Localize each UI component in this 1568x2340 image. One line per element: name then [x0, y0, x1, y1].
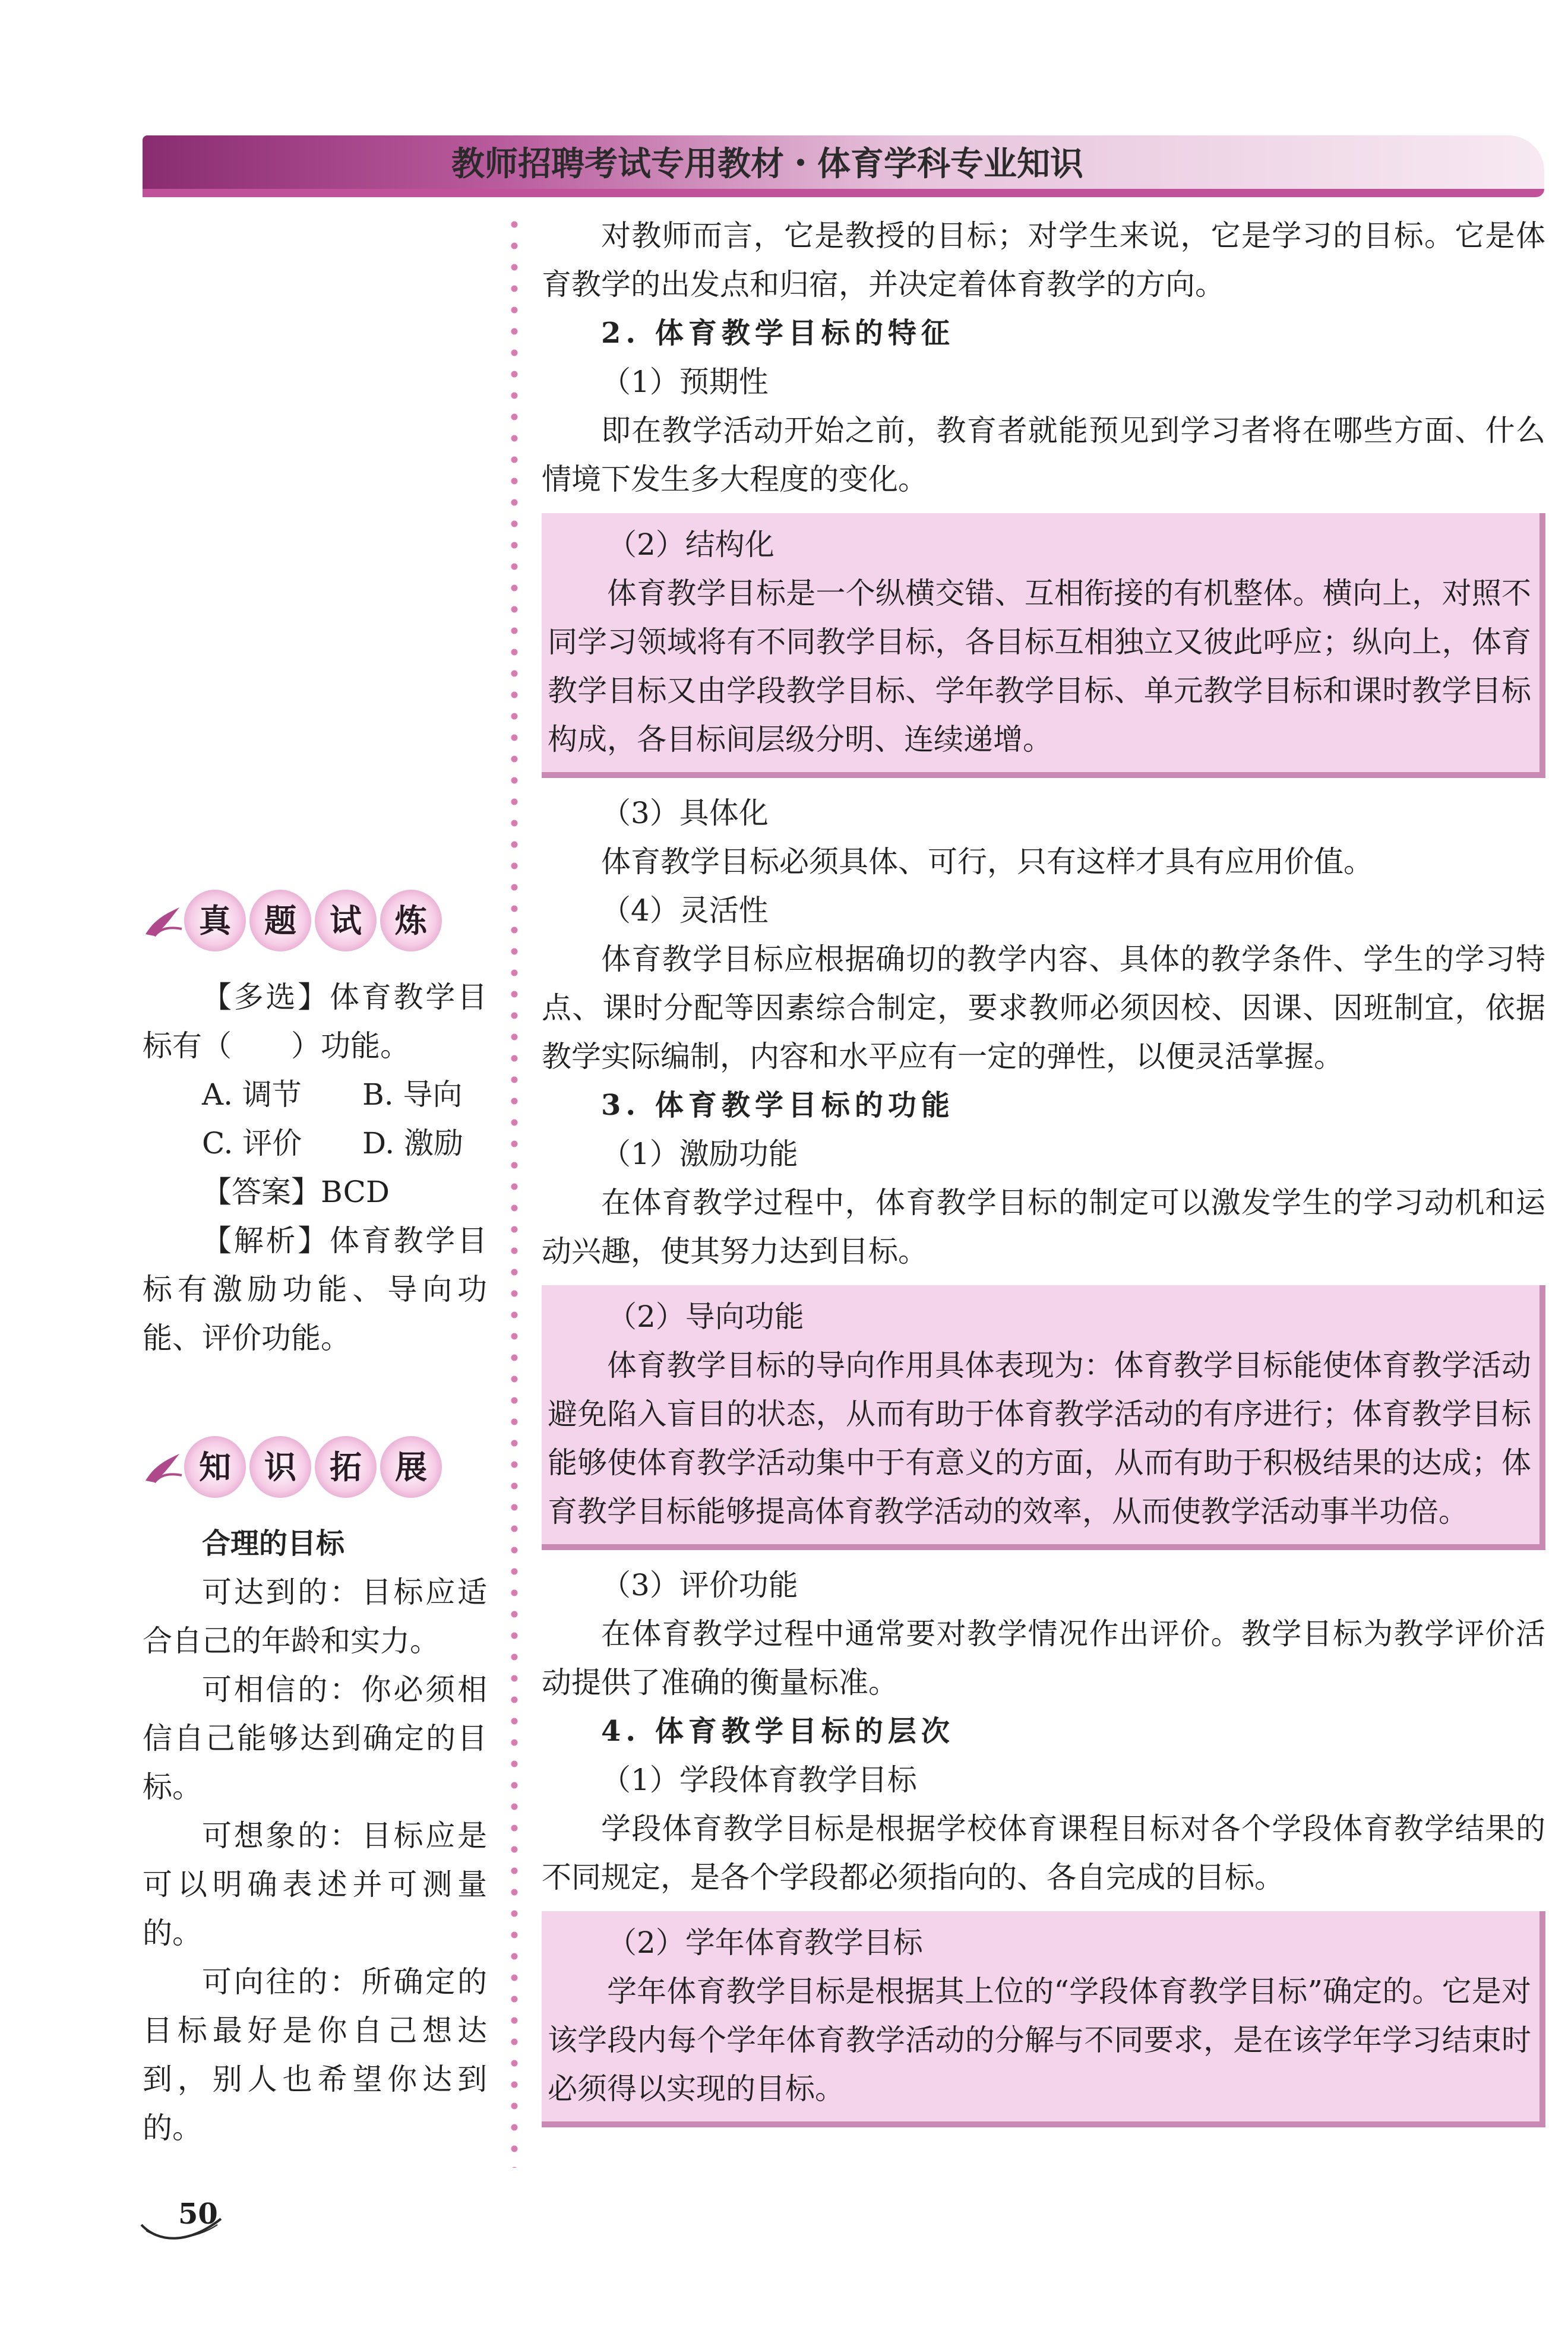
expand-item: 可达到的：目标应适合自己的年龄和实力。 — [143, 1575, 487, 1658]
subheading: （1）激励功能 — [601, 1137, 798, 1171]
badge-char: 试 — [315, 890, 377, 951]
paragraph: 对教师而言，它是教授的目标；对学生来说，它是学习的目标。它是体育教学的出发点和归宿，并决定着体育教学的方向。 — [542, 219, 1545, 302]
paragraph: 学年体育教学目标是根据其上位的“学段体育教学目标”确定的。它是对该学段内每个学年体育教学活动的分解与不同要求，是在该学年学习结束时必须得以实现的目标。 — [548, 1974, 1531, 2106]
flourish-icon — [143, 1448, 184, 1490]
practice-analysis: 【解析】体育教学目标有激励功能、导向功能、评价功能。 — [143, 1223, 487, 1355]
column-divider — [508, 214, 520, 2168]
page-header-title: 教师招聘考试专用教材・体育学科专业知识 — [451, 145, 1083, 184]
paragraph: 体育教学目标是一个纵横交错、互相衔接的有机整体。横向上，对照不同学习领域将有不同教学目标，各目标互相独立又彼此呼应；纵向上，体育教学目标又由学段教学目标、学年教学目标、单元教学目标和课时教学目标构成，各目标间层级分明、连续递增。 — [548, 576, 1531, 757]
option-b: B. 导向 — [362, 1077, 463, 1112]
subheading: （2）结构化 — [607, 527, 774, 562]
expand-badge — [143, 1431, 487, 1503]
main-column — [542, 211, 1545, 2138]
practice-answer: 【答案】BCD — [202, 1175, 390, 1209]
section-heading: 3. 体育教学目标的功能 — [601, 1089, 954, 1122]
badge-char: 知 — [184, 1436, 246, 1498]
section-heading: 2. 体育教学目标的特征 — [601, 317, 954, 350]
paragraph: 体育教学目标必须具体、可行，只有这样才具有应用价值。 — [601, 845, 1373, 879]
expand-item: 可想象的：目标应是可以明确表述并可测量的。 — [143, 1819, 487, 1950]
paragraph: 即在教学活动开始之前，教育者就能预见到学习者将在哪些方面、什么情境下发生多大程度的变化。 — [542, 413, 1545, 497]
expand-item: 可向往的：所确定的目标最好是你自己想达到，别人也希望你达到的。 — [143, 1965, 487, 2145]
paragraph: 在体育教学过程中通常要对教学情况作出评价。教学目标为教学评价活动提供了准确的衡量标准。 — [542, 1617, 1545, 1700]
highlight-box — [542, 1911, 1545, 2127]
expand-item: 可相信的：你必须相信自己能够达到确定的目标。 — [143, 1672, 487, 1804]
paragraph: 在体育教学过程中，体育教学目标的制定可以激发学生的学习动机和运动兴趣，使其努力达到目标。 — [542, 1185, 1545, 1269]
page-number: 50 — [178, 2197, 218, 2231]
highlight-box — [542, 1285, 1545, 1550]
subheading: （3）评价功能 — [601, 1568, 798, 1602]
badge-char: 拓 — [315, 1436, 377, 1498]
subheading: （3）具体化 — [601, 796, 769, 830]
subheading: （2）导向功能 — [607, 1299, 804, 1334]
practice-badge — [143, 885, 487, 956]
badge-char: 识 — [249, 1436, 311, 1498]
sidebar-practice — [143, 885, 487, 1362]
subheading: （2）学年体育教学目标 — [607, 1925, 923, 1960]
subheading: （1）学段体育教学目标 — [601, 1763, 917, 1797]
subheading: （4）灵活性 — [601, 893, 769, 928]
badge-char: 题 — [249, 890, 311, 951]
option-c: C. 评价 — [202, 1126, 302, 1160]
paragraph: 学段体育教学目标是根据学校体育课程目标对各个学段体育教学结果的不同规定，是各个学段都必须指向的、各自完成的目标。 — [542, 1811, 1545, 1895]
badge-char: 展 — [380, 1436, 442, 1498]
flourish-icon — [143, 902, 184, 943]
practice-options — [143, 1070, 487, 1168]
paragraph: 体育教学目标的导向作用具体表现为：体育教学目标能使体育教学活动避免陷入盲目的状态，从而有助于体育教学活动的有序进行；体育教学目标能够使体育教学活动集中于有意义的方面，从而有助于积极结果的达成；体育教学目标能够提高体育教学活动的效率，从而使教学活动事半功倍。 — [548, 1348, 1531, 1529]
option-a: A. 调节 — [202, 1077, 302, 1112]
practice-question: 【多选】体育教学目标有（ ）功能。 — [143, 980, 487, 1063]
paragraph: 体育教学目标应根据确切的教学内容、具体的教学条件、学生的学习特点、课时分配等因素综合制定，要求教师必须因校、因课、因班制宜，依据教学实际编制，内容和水平应有一定的弹性，以便灵活掌握。 — [542, 942, 1545, 1074]
badge-char: 炼 — [380, 890, 442, 951]
section-heading: 4. 体育教学目标的层次 — [601, 1715, 954, 1748]
highlight-box — [542, 513, 1545, 778]
option-d: D. 激励 — [362, 1126, 464, 1160]
expand-title: 合理的目标 — [202, 1527, 345, 1560]
badge-char: 真 — [184, 890, 246, 951]
subheading: （1）预期性 — [601, 365, 769, 399]
sidebar-expand — [143, 1431, 487, 2152]
